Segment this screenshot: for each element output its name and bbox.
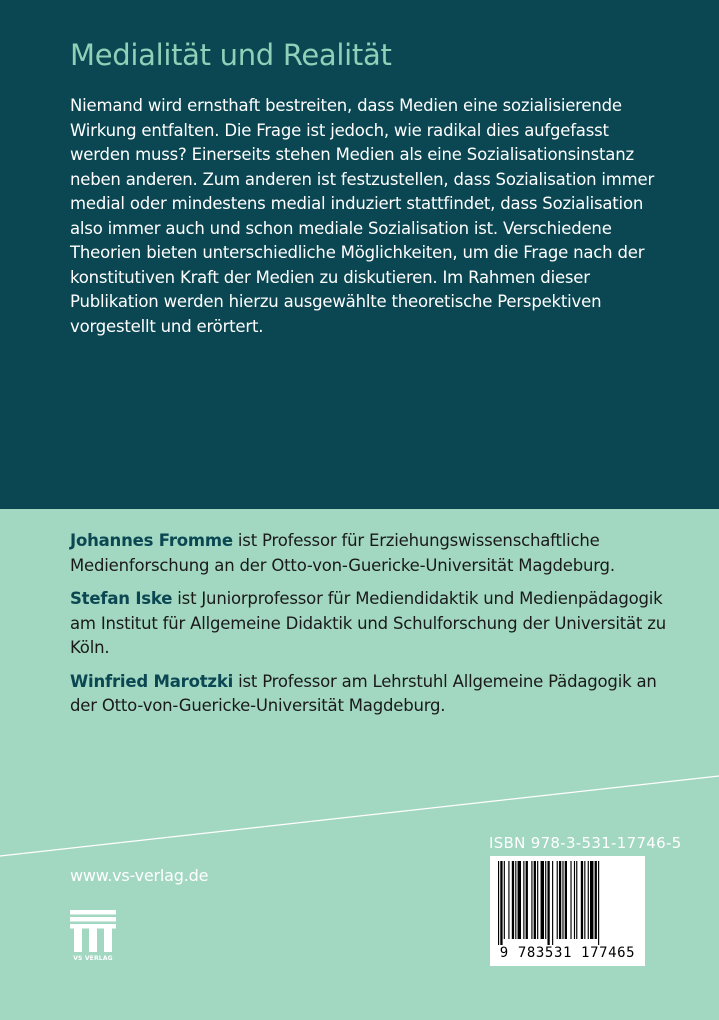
vs-verlag-logo-icon [70, 910, 116, 954]
book-blurb: Niemand wird ernsthaft bestreiten, dass Medien eine sozialisierende Wirkung entfalten. Die Frage ist jedoch, wie radikal dies aufgefasst werden muss? Einerseits stehen Medien als eine Sozialisationsinstanz neben anderen. Zum anderen ist festzustellen, dass Sozialisation immer medial oder mindestens medial induziert stattfindet, dass Sozialisation also immer auch und schon mediale Sozialisation ist. Verschiedene Theorien bieten unterschiedliche Möglichkeiten, um die Frage nach der konstitutiven Kraft der Medien zu diskutieren. Im Rahmen dieser Publikation werden hierzu ausgewählte theoretische Perspektiven vorgestellt und erörtert. [70, 96, 655, 336]
author-name: Stefan Iske [70, 589, 173, 608]
author-description: ist Professor für Erziehungswissenschaftliche Medienforschung an der Otto-von-Guericke-Universität Magdeburg. [70, 531, 615, 575]
barcode-bars-icon [498, 861, 637, 945]
barcode-digits: 9 783531 177465 [499, 945, 636, 961]
publisher-url: www.vs-verlag.de [70, 866, 209, 885]
author-name: Winfried Marotzki [70, 671, 234, 691]
book-title: Medialität und Realität [70, 38, 392, 72]
publisher-logo-label: VS VERLAG [73, 955, 113, 962]
author-description: ist Professor am Lehrstuhl Allgemeine Pädagogik an der Otto-von-Guericke-Universität Magdeburg. [70, 671, 657, 715]
author-name: Johannes Fromme [70, 531, 233, 550]
author-description: ist Juniorprofessor für Mediendidaktik und Medienpädagogik am Institut für Allgemeine Didaktik und Schulforschung der Universität zu Köln. [70, 589, 666, 657]
barcode [490, 856, 645, 966]
isbn-text: ISBN 978-3-531-17746-5 [489, 834, 682, 852]
